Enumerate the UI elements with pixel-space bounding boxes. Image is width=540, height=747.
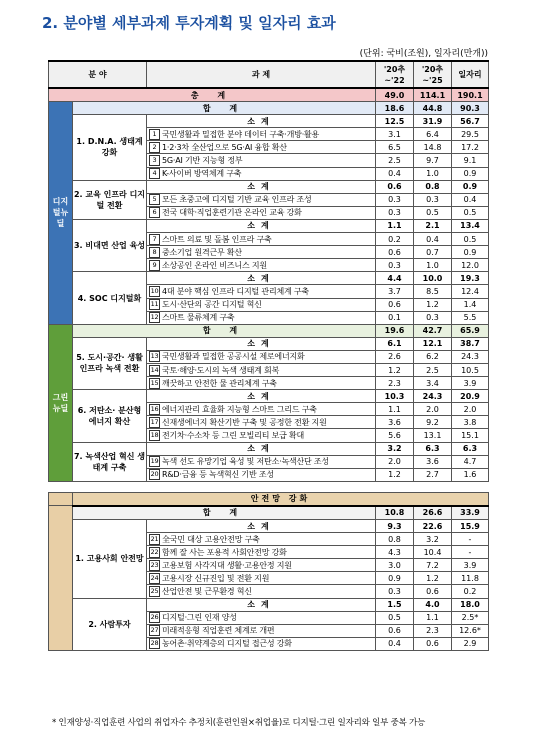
value-cell: 3.6 [376, 416, 414, 429]
section-label-safety [49, 506, 73, 651]
task-cell [147, 585, 376, 598]
value-cell: 6.2 [414, 350, 452, 363]
value-cell: 42.7 [414, 324, 452, 337]
value-cell: 1.2 [414, 298, 452, 311]
unit-label: (단위: 국비(조원), 일자리(만개)) [359, 49, 488, 59]
task-cell [147, 206, 376, 219]
field-subtotal-row [49, 180, 489, 193]
task-number: 28 [150, 639, 159, 648]
task-title: 고용보험 사각지대 생활·고용안정 지원 [162, 560, 292, 570]
task-title: 국토·해양·도시의 녹색 생태계 회복 [162, 365, 280, 375]
task-title: 全국민 대상 고용안전망 구축 [162, 534, 260, 544]
value-cell: 0.6 [414, 585, 452, 598]
subtotal-label: 소계 [147, 442, 376, 455]
task-cell [147, 141, 376, 154]
task-title: 소상공인 온라인 비즈니스 지원 [162, 260, 267, 270]
task-number: 2 [149, 142, 160, 153]
value-cell: 29.5 [452, 128, 489, 141]
value-cell: 56.7 [452, 115, 489, 128]
value-cell: 12.0 [452, 259, 489, 272]
value-cell: 3.2 [414, 533, 452, 546]
value-cell: 0.4 [376, 167, 414, 180]
value-cell: 3.9 [452, 559, 489, 572]
investment-table [48, 60, 489, 651]
subtotal-label: 소계 [147, 337, 376, 350]
task-title: 도시·산단의 공간 디지털 혁신 [162, 300, 262, 310]
value-cell: 0.2 [376, 233, 414, 246]
value-cell: 12.6* [452, 624, 489, 637]
value-cell: 2.6 [376, 350, 414, 363]
value-cell: 0.4 [452, 193, 489, 206]
value-cell: - [452, 546, 489, 559]
task-cell [147, 233, 376, 246]
task-number: 7 [149, 234, 160, 245]
task-title: 디지털·그린 인재 양성 [162, 613, 237, 623]
task-number: 11 [150, 300, 159, 309]
task-number: 10 [150, 286, 159, 295]
subtotal-label: 소계 [147, 272, 376, 285]
task-title: 4대 분야 핵심 인프라 디지털 관리체계 구축 [162, 286, 309, 296]
value-cell: 8.5 [414, 285, 452, 298]
value-cell: 0.6 [376, 624, 414, 637]
footnote: * 인재양성·직업훈련 사업의 취업자수 추정치(훈련인원×취업율)로 디지털·그린 일자리와 일부 중복 가능 [52, 718, 426, 728]
value-cell: 15.9 [452, 520, 489, 533]
task-cell [147, 154, 376, 167]
value-cell: 0.1 [376, 311, 414, 324]
subtotal-label: 소계 [147, 390, 376, 403]
field-subtotal-row [49, 337, 489, 350]
task-number: 3 [149, 155, 160, 166]
section-label-digital [49, 102, 73, 325]
value-cell: 90.3 [452, 102, 489, 115]
section-name: 그린뉴딜 [52, 392, 69, 413]
value-cell: 3.4 [414, 377, 452, 390]
task-cell [147, 403, 376, 416]
value-cell: 0.8 [376, 533, 414, 546]
task-cell [147, 285, 376, 298]
table-header [49, 61, 489, 88]
section-sum-row [49, 102, 489, 115]
value-cell: 4.4 [376, 272, 414, 285]
value-cell: 6.3 [414, 442, 452, 455]
value-cell: 24.3 [452, 350, 489, 363]
section-sum-label: 합 계 [73, 102, 376, 115]
value-cell: 0.9 [452, 180, 489, 193]
value-cell: 0.3 [414, 311, 452, 324]
task-number: 20 [150, 470, 159, 479]
value-cell: 0.5 [376, 611, 414, 624]
value-cell: 18.0 [452, 598, 489, 611]
value-cell: 44.8 [414, 102, 452, 115]
value-cell: 2.9 [452, 637, 489, 650]
value-cell: 13.1 [414, 429, 452, 442]
task-cell [147, 468, 376, 481]
value-cell: 1.6 [452, 468, 489, 481]
task-number: 9 [149, 260, 160, 271]
section-sum-label: 합 계 [73, 324, 376, 337]
task-title: 녹색 선도 유망기업 육성 및 저탄소·녹색산단 조성 [162, 457, 329, 467]
value-cell: 12.5 [376, 115, 414, 128]
value-cell: 18.6 [376, 102, 414, 115]
task-title: 국민생활과 밀접한 분야 데이터 구축·개방·활용 [162, 129, 320, 139]
task-number: 1 [149, 129, 160, 140]
field-subtotal-row [49, 442, 489, 455]
task-number: 22 [150, 547, 159, 556]
task-cell [147, 455, 376, 468]
value-cell: 14.8 [414, 141, 452, 154]
value-cell: 0.9 [452, 246, 489, 259]
task-cell [147, 637, 376, 650]
value-cell: 3.1 [376, 128, 414, 141]
task-cell [147, 128, 376, 141]
field-name: 1. 고용사회 안전망 [73, 520, 147, 599]
task-cell [147, 559, 376, 572]
section-title-safety: 안전망 강화 [73, 492, 489, 506]
value-cell: 1.2 [376, 363, 414, 376]
value-cell: 6.1 [376, 337, 414, 350]
task-cell [147, 363, 376, 376]
task-title: 전기차·수소차 등 그린 모빌리티 보급 확대 [162, 430, 305, 440]
task-title: 신재생에너지 확산기반 구축 및 공정한 전환 지원 [162, 417, 327, 427]
task-cell [147, 572, 376, 585]
value-cell: 9.2 [414, 416, 452, 429]
value-cell: 3.2 [376, 442, 414, 455]
value-cell: 0.2 [452, 585, 489, 598]
value-cell: 0.3 [376, 206, 414, 219]
task-title: 국민생활과 밀접한 공공시설 제로에너지화 [162, 352, 305, 362]
task-title: 스마트 의료 및 돌봄 인프라 구축 [162, 234, 272, 244]
task-number: 24 [150, 573, 159, 582]
task-title: R&D·금융 등 녹색혁신 기반 조성 [162, 470, 274, 480]
value-cell: 5.5 [452, 311, 489, 324]
value-cell: 38.7 [452, 337, 489, 350]
value-cell: 3.6 [414, 455, 452, 468]
field-name: 2. 교육 인프라 디지털 전환 [73, 180, 147, 219]
header-jobs: 일자리 [452, 61, 489, 88]
task-cell [147, 416, 376, 429]
task-number: 17 [150, 417, 159, 426]
grand-total-v3: 190.1 [452, 88, 489, 102]
value-cell: 3.9 [452, 377, 489, 390]
value-cell: 0.6 [414, 637, 452, 650]
task-title: 산업안전 및 근무환경 혁신 [162, 587, 252, 597]
field-name: 6. 저탄소· 분산형 에너지 확산 [73, 390, 147, 442]
subtotal-label: 소계 [147, 115, 376, 128]
value-cell: 2.1 [414, 219, 452, 232]
value-cell: 9.1 [452, 154, 489, 167]
grand-total-v2: 114.1 [414, 88, 452, 102]
value-cell: 4.0 [414, 598, 452, 611]
value-cell: 3.0 [376, 559, 414, 572]
task-number: 26 [150, 613, 159, 622]
task-title: K-사이버 방역체계 구축 [162, 169, 242, 179]
value-cell: 1.1 [376, 219, 414, 232]
task-cell [147, 533, 376, 546]
value-cell: 0.9 [452, 167, 489, 180]
value-cell: 4.3 [376, 546, 414, 559]
value-cell: 2.5 [414, 363, 452, 376]
value-cell: 31.9 [414, 115, 452, 128]
field-name: 4. SOC 디지털화 [73, 272, 147, 324]
subtotal-label: 소계 [147, 219, 376, 232]
task-number: 25 [150, 587, 159, 596]
value-cell: 1.2 [376, 468, 414, 481]
value-cell: 2.3 [376, 377, 414, 390]
value-cell: 1.0 [414, 259, 452, 272]
task-cell [147, 193, 376, 206]
task-number: 6 [149, 207, 160, 218]
field-name: 7. 녹색산업 혁신 생태계 구축 [73, 442, 147, 481]
value-cell: 12.4 [452, 285, 489, 298]
value-cell: 10.8 [376, 506, 414, 520]
value-cell: 2.7 [414, 468, 452, 481]
field-subtotal-row [49, 219, 489, 232]
value-cell: 24.3 [414, 390, 452, 403]
task-number: 21 [150, 534, 159, 543]
field-name: 5. 도시·공간· 생활 인프라 녹색 전환 [73, 337, 147, 389]
value-cell: 2.0 [414, 403, 452, 416]
subtotal-label: 소계 [147, 520, 376, 533]
page-title: 2. 분야별 세부과제 투자계획 및 일자리 효과 [42, 14, 336, 32]
value-cell: 3.7 [376, 285, 414, 298]
header-task: 과 제 [147, 61, 376, 88]
task-number: 4 [149, 168, 160, 179]
field-subtotal-row [49, 272, 489, 285]
value-cell: 0.5 [452, 233, 489, 246]
grand-total-row [49, 88, 489, 102]
task-number: 12 [150, 313, 159, 322]
value-cell: 13.4 [452, 219, 489, 232]
value-cell: 2.5* [452, 611, 489, 624]
value-cell: 33.9 [452, 506, 489, 520]
task-cell [147, 167, 376, 180]
task-cell [147, 624, 376, 637]
task-title: 농어촌·취약계층의 디지털 접근성 강화 [162, 639, 292, 649]
field-subtotal-row [49, 390, 489, 403]
grand-total-label: 총 계 [49, 88, 376, 102]
value-cell: 0.9 [376, 572, 414, 585]
section-name: 디지털뉴딜 [52, 197, 69, 229]
task-title: 깨끗하고 안전한 물 관리체계 구축 [162, 378, 277, 388]
grand-total-v1: 49.0 [376, 88, 414, 102]
header-period-25: '20추~'25 [414, 61, 452, 88]
task-title: 5G·AI 기반 지능형 정부 [162, 156, 243, 166]
task-title: 1·2·3차 全산업으로 5G·AI 융합 확산 [162, 142, 287, 152]
task-cell [147, 611, 376, 624]
task-number: 13 [150, 352, 159, 361]
section-sum-row [49, 506, 489, 520]
value-cell: 6.4 [414, 128, 452, 141]
task-title: 미래적응형 직업훈련 체계로 개편 [162, 626, 275, 636]
value-cell: 0.4 [376, 637, 414, 650]
task-cell [147, 246, 376, 259]
task-number: 14 [150, 365, 159, 374]
field-name: 1. D.N.A. 생태계 강화 [73, 115, 147, 180]
field-subtotal-row [49, 115, 489, 128]
task-cell [147, 546, 376, 559]
value-cell: 9.3 [376, 520, 414, 533]
value-cell: 1.2 [414, 572, 452, 585]
value-cell: 0.5 [452, 206, 489, 219]
value-cell: 26.6 [414, 506, 452, 520]
value-cell: 10.3 [376, 390, 414, 403]
value-cell: 0.3 [376, 585, 414, 598]
task-title: 전국 대학·직업훈련기관 온라인 교육 강화 [162, 208, 302, 218]
section-label-green [49, 324, 73, 481]
value-cell: 6.3 [452, 442, 489, 455]
value-cell: 10.5 [452, 363, 489, 376]
value-cell: 1.0 [414, 167, 452, 180]
value-cell: 11.8 [452, 572, 489, 585]
task-title: 에너지관리 효율화 지능형 스마트 그리드 구축 [162, 404, 317, 414]
task-number: 18 [150, 430, 159, 439]
value-cell: 1.4 [452, 298, 489, 311]
task-title: 함께 잘 사는 포용적 사회안전망 강화 [162, 547, 287, 557]
task-number: 5 [149, 194, 160, 205]
value-cell: 0.6 [376, 246, 414, 259]
value-cell: 2.0 [376, 455, 414, 468]
task-cell [147, 377, 376, 390]
field-name: 3. 비대면 산업 육성 [73, 219, 147, 271]
task-number: 16 [150, 404, 159, 413]
value-cell: 19.6 [376, 324, 414, 337]
value-cell: 10.4 [414, 546, 452, 559]
value-cell: 22.6 [414, 520, 452, 533]
task-number: 8 [149, 247, 160, 258]
value-cell: 0.7 [414, 246, 452, 259]
value-cell: 6.5 [376, 141, 414, 154]
value-cell: 15.1 [452, 429, 489, 442]
field-subtotal-row [49, 598, 489, 611]
value-cell: 65.9 [452, 324, 489, 337]
value-cell: 7.2 [414, 559, 452, 572]
value-cell: 3.8 [452, 416, 489, 429]
task-title: 스마트 물류체계 구축 [162, 313, 235, 323]
value-cell: 0.3 [414, 193, 452, 206]
value-cell: 17.2 [452, 141, 489, 154]
task-cell [147, 259, 376, 272]
value-cell: 0.3 [376, 259, 414, 272]
value-cell: 0.6 [376, 298, 414, 311]
task-cell [147, 350, 376, 363]
value-cell: 1.1 [414, 611, 452, 624]
value-cell: 0.3 [376, 193, 414, 206]
task-number: 27 [150, 626, 159, 635]
value-cell: 2.0 [452, 403, 489, 416]
value-cell: 19.3 [452, 272, 489, 285]
section-title-row [49, 492, 489, 506]
value-cell: 4.7 [452, 455, 489, 468]
value-cell: 1.1 [376, 403, 414, 416]
value-cell: - [452, 533, 489, 546]
task-cell [147, 429, 376, 442]
value-cell: 9.7 [414, 154, 452, 167]
section-sum-label: 합 계 [73, 506, 376, 520]
value-cell: 10.0 [414, 272, 452, 285]
field-subtotal-row [49, 520, 489, 533]
value-cell: 2.3 [414, 624, 452, 637]
value-cell: 0.6 [376, 180, 414, 193]
section-sum-row [49, 324, 489, 337]
task-title: 중소기업 원격근무 확산 [162, 247, 242, 257]
task-cell [147, 298, 376, 311]
value-cell: 0.4 [414, 233, 452, 246]
value-cell: 2.5 [376, 154, 414, 167]
header-field: 분 야 [49, 61, 147, 88]
value-cell: 20.9 [452, 390, 489, 403]
value-cell: 0.5 [414, 206, 452, 219]
value-cell: 12.1 [414, 337, 452, 350]
subtotal-label: 소계 [147, 180, 376, 193]
subtotal-label: 소계 [147, 598, 376, 611]
task-number: 23 [150, 560, 159, 569]
task-title: 모든 초중고에 디지털 기반 교육 인프라 조성 [162, 195, 312, 205]
field-name: 2. 사람투자 [73, 598, 147, 650]
task-title: 고용시장 신규진입 및 전환 지원 [162, 573, 270, 583]
task-number: 19 [150, 457, 159, 466]
task-number: 15 [150, 378, 159, 387]
task-cell [147, 311, 376, 324]
value-cell: 1.5 [376, 598, 414, 611]
value-cell: 0.8 [414, 180, 452, 193]
header-period-22: '20추~'22 [376, 61, 414, 88]
value-cell: 5.6 [376, 429, 414, 442]
